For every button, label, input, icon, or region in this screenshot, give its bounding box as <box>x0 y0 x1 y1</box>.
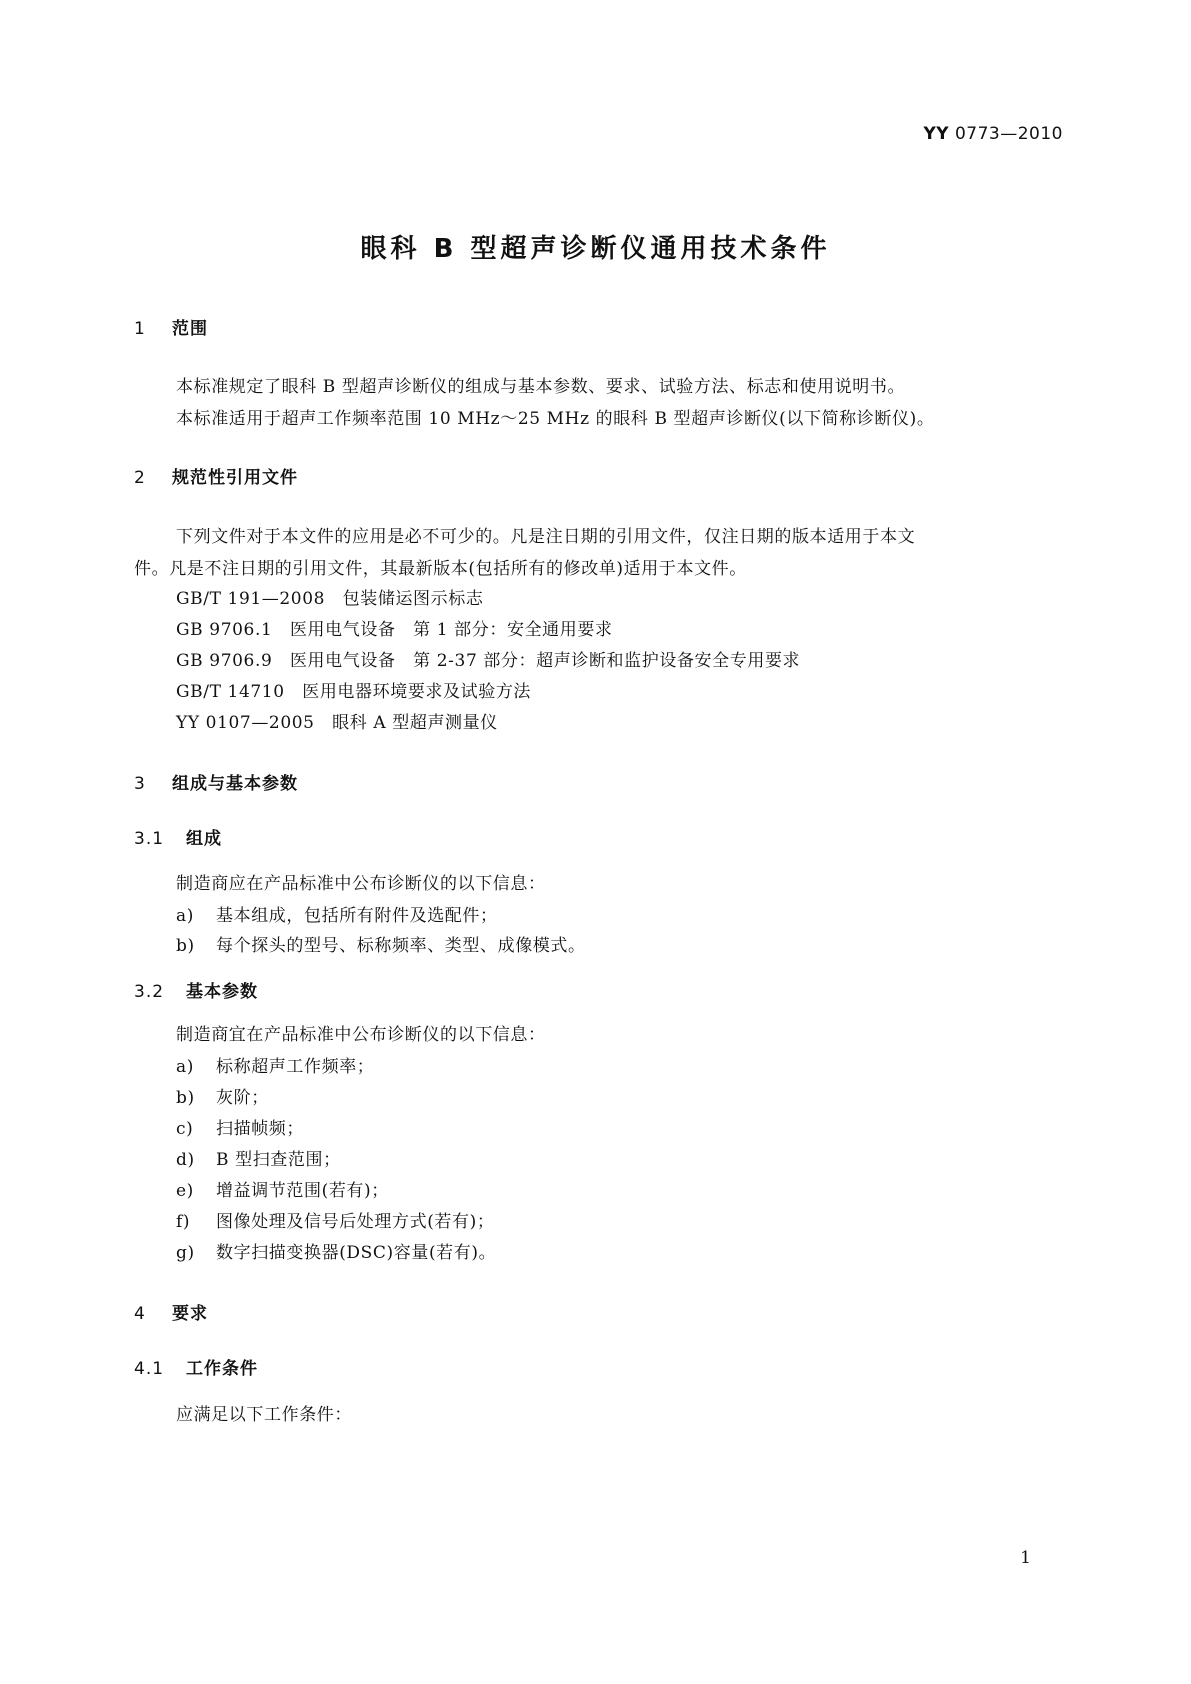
list-marker: b) <box>176 936 195 956</box>
reference-item: YY 0107—2005 眼科 A 型超声测量仪 <box>176 713 498 733</box>
list-item <box>176 1238 496 1263</box>
section-4-heading <box>134 1299 208 1324</box>
list-text: 增益调节范围(若有)； <box>216 1181 389 1201</box>
section-title: 组成 <box>186 829 222 849</box>
list-marker: c) <box>176 1119 194 1139</box>
paragraph: 应满足以下工作条件： <box>176 1405 352 1425</box>
page-number: 1 <box>1020 1548 1031 1568</box>
list-item <box>176 1176 389 1201</box>
section-title: 规范性引用文件 <box>172 468 298 488</box>
section-2-heading <box>134 463 298 488</box>
list-marker: b) <box>176 1088 195 1108</box>
list-item <box>176 1145 341 1170</box>
section-title: 组成与基本参数 <box>172 774 298 794</box>
list-text: 标称超声工作频率； <box>216 1057 375 1077</box>
section-title: 要求 <box>172 1304 208 1324</box>
reference-item: GB 9706.1 医用电气设备 第 1 部分：安全通用要求 <box>176 620 613 640</box>
section-3-heading <box>134 769 298 794</box>
reference-item: GB/T 191—2008 包装储运图示标志 <box>176 589 484 609</box>
list-item <box>176 901 498 926</box>
paragraph-continued: 件。凡是不注日期的引用文件，其最新版本(包括所有的修改单)适用于本文件。 <box>134 559 747 579</box>
standard-prefix: YY <box>923 124 950 144</box>
reference-item: GB/T 14710 医用电器环境要求及试验方法 <box>176 682 532 702</box>
section-number: 4.1 <box>134 1359 165 1379</box>
section-title: 范围 <box>172 319 208 339</box>
section-title: 工作条件 <box>186 1359 258 1379</box>
section-number: 3.2 <box>134 982 165 1002</box>
section-number: 3 <box>134 774 146 794</box>
list-text: 数字扫描变换器(DSC)容量(若有)。 <box>216 1243 497 1263</box>
paragraph: 制造商宜在产品标准中公布诊断仪的以下信息： <box>176 1025 546 1045</box>
list-item <box>176 1207 494 1232</box>
section-4-1-heading <box>134 1354 258 1379</box>
list-item <box>176 1052 374 1077</box>
list-item <box>176 1114 304 1139</box>
paragraph: 制造商应在产品标准中公布诊断仪的以下信息： <box>176 874 546 894</box>
list-text: 图像处理及信号后处理方式(若有)； <box>216 1212 495 1232</box>
list-marker: g) <box>176 1243 195 1263</box>
standard-number <box>923 124 1063 144</box>
list-text: 基本组成，包括所有附件及选配件； <box>216 906 498 926</box>
list-item <box>176 931 586 956</box>
list-marker: a) <box>176 1057 194 1077</box>
section-1-heading <box>134 314 208 339</box>
section-number: 1 <box>134 319 146 339</box>
standard-code: 0773—2010 <box>954 124 1063 144</box>
list-item <box>176 1083 269 1108</box>
list-text: 扫描帧频； <box>216 1119 304 1139</box>
reference-item: GB 9706.9 医用电气设备 第 2-37 部分：超声诊断和监护设备安全专用要求 <box>176 651 801 671</box>
list-marker: a) <box>176 906 194 926</box>
list-marker: d) <box>176 1150 195 1170</box>
section-number: 3.1 <box>134 829 165 849</box>
section-number: 4 <box>134 1304 146 1324</box>
list-text: B 型扫查范围； <box>216 1150 341 1170</box>
list-text: 灰阶； <box>216 1088 269 1108</box>
section-title: 基本参数 <box>186 982 258 1002</box>
section-number: 2 <box>134 468 146 488</box>
paragraph: 本标准适用于超声工作频率范围 10 MHz～25 MHz 的眼科 B 型超声诊断仪(以下简称诊断仪)。 <box>176 409 935 429</box>
list-text: 每个探头的型号、标称频率、类型、成像模式。 <box>216 936 586 956</box>
paragraph: 下列文件对于本文件的应用是必不可少的。凡是注日期的引用文件，仅注日期的版本适用于本文 <box>176 527 916 547</box>
list-marker: e) <box>176 1181 194 1201</box>
list-marker: f) <box>176 1212 191 1232</box>
document-title: 眼科 B 型超声诊断仪通用技术条件 <box>360 234 831 264</box>
section-3-1-heading <box>134 824 222 849</box>
section-3-2-heading <box>134 977 258 1002</box>
paragraph: 本标准规定了眼科 B 型超声诊断仪的组成与基本参数、要求、试验方法、标志和使用说明书。 <box>176 377 906 397</box>
